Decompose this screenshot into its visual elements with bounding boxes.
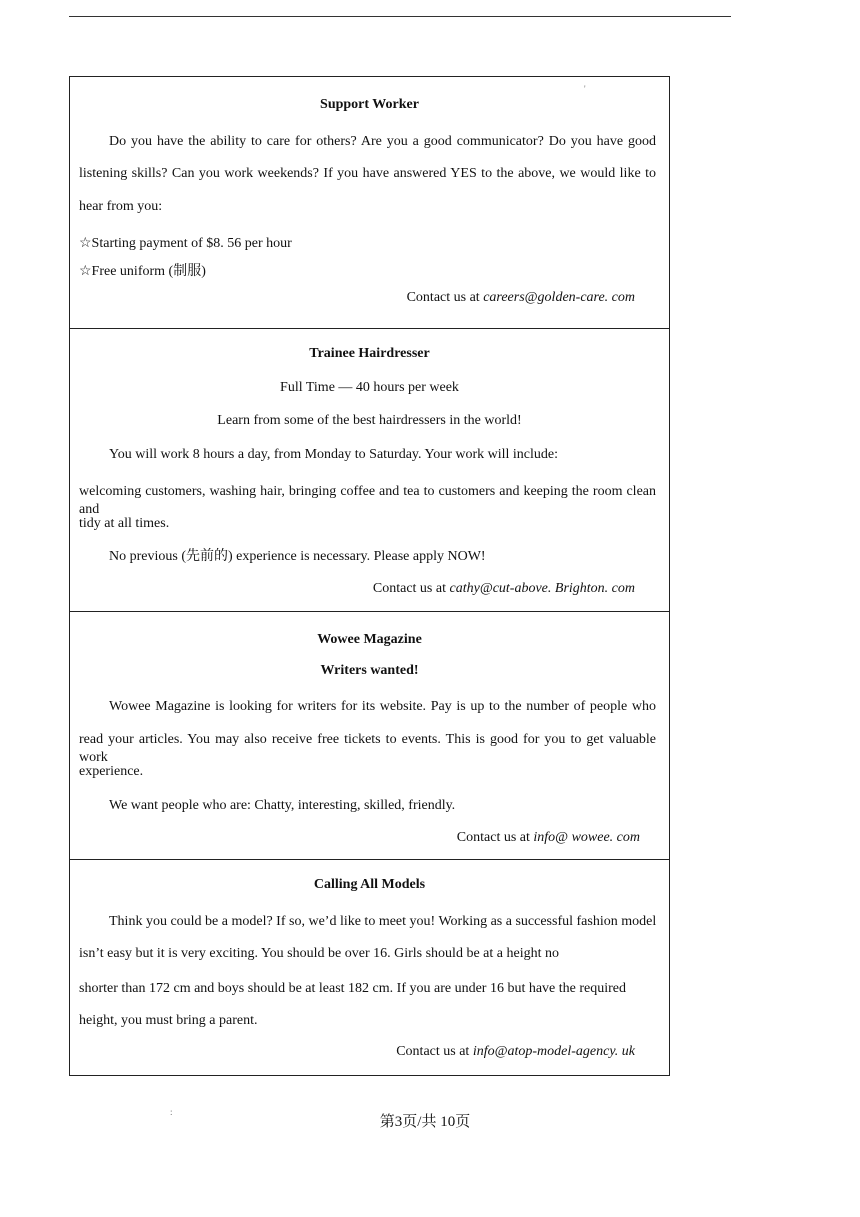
ad-paragraph: hear from you: [79, 199, 163, 214]
ad-contact [373, 580, 635, 598]
ad-calling-all-models [70, 859, 669, 1075]
stray-mark: ' [584, 84, 586, 94]
ad-contact [407, 289, 635, 307]
ad-contact [457, 829, 640, 847]
contact-prefix: Contact us at [406, 290, 484, 305]
contact-email: careers@golden-care. com [483, 290, 635, 305]
ad-paragraph: Do you have the ability to care for others? Are you a good communicator? Do you have good [109, 134, 656, 149]
header-rule [69, 16, 731, 17]
ad-paragraph: No previous (先前的) experience is necessary. Please apply NOW! [109, 549, 486, 564]
ad-paragraph: Think you could be a model? If so, we’d like to meet you! Working as a successful fashion model [109, 914, 657, 929]
contact-email: info@atop-model-agency. uk [472, 1044, 635, 1059]
ad-tagline: Learn from some of the best hairdressers in the world! [217, 413, 522, 428]
ad-subtitle: Writers wanted! [320, 663, 419, 678]
ad-subtitle: Full Time — 40 hours per week [280, 380, 459, 395]
ad-paragraph: We want people who are: Chatty, interesting, skilled, friendly. [109, 798, 456, 813]
contact-email: cathy@cut-above. Brighton. com [449, 581, 635, 596]
ad-trainee-hairdresser [70, 328, 669, 612]
stray-mark: : [170, 1107, 173, 1117]
page-number: 第3页/共 10页 [379, 1114, 471, 1130]
ad-paragraph: experience. [79, 764, 144, 779]
ad-bullet: ☆Free uniform (制服) [79, 264, 206, 279]
ad-paragraph: height, you must bring a parent. [79, 1013, 258, 1028]
ad-paragraph: read your articles. You may also receive free tickets to events. This is good for you to get valuable work [79, 732, 656, 765]
ad-paragraph: Wowee Magazine is looking for writers for its website. Pay is up to the number of people who [109, 699, 656, 714]
contact-prefix: Contact us at [372, 581, 450, 596]
ad-bullet: ☆Starting payment of $8. 56 per hour [79, 236, 292, 251]
contact-prefix: Contact us at [396, 1044, 473, 1059]
ad-support-worker [70, 77, 669, 329]
contact-email: info@ wowee. com [533, 830, 640, 845]
ad-wowee-magazine [70, 611, 669, 860]
ad-title: Calling All Models [313, 877, 426, 892]
contact-prefix: Contact us at [456, 830, 534, 845]
ad-paragraph: welcoming customers, washing hair, bringing coffee and tea to customers and keeping the room clean and [79, 484, 656, 517]
ad-paragraph: You will work 8 hours a day, from Monday to Saturday. Your work will include: [109, 447, 559, 462]
ad-title: Support Worker [320, 97, 419, 112]
ad-contact [396, 1043, 635, 1061]
ad-paragraph: tidy at all times. [79, 516, 170, 531]
ad-title: Trainee Hairdresser [309, 346, 430, 361]
job-ads-table [69, 76, 670, 1076]
ad-paragraph: shorter than 172 cm and boys should be at least 182 cm. If you are under 16 but have the required [79, 981, 627, 996]
ad-paragraph: isn’t easy but it is very exciting. You should be over 16. Girls should be at a height no [79, 946, 559, 961]
ad-title: Wowee Magazine [317, 632, 422, 647]
ad-paragraph: listening skills? Can you work weekends? If you have answered YES to the above, we would like to [79, 166, 656, 181]
